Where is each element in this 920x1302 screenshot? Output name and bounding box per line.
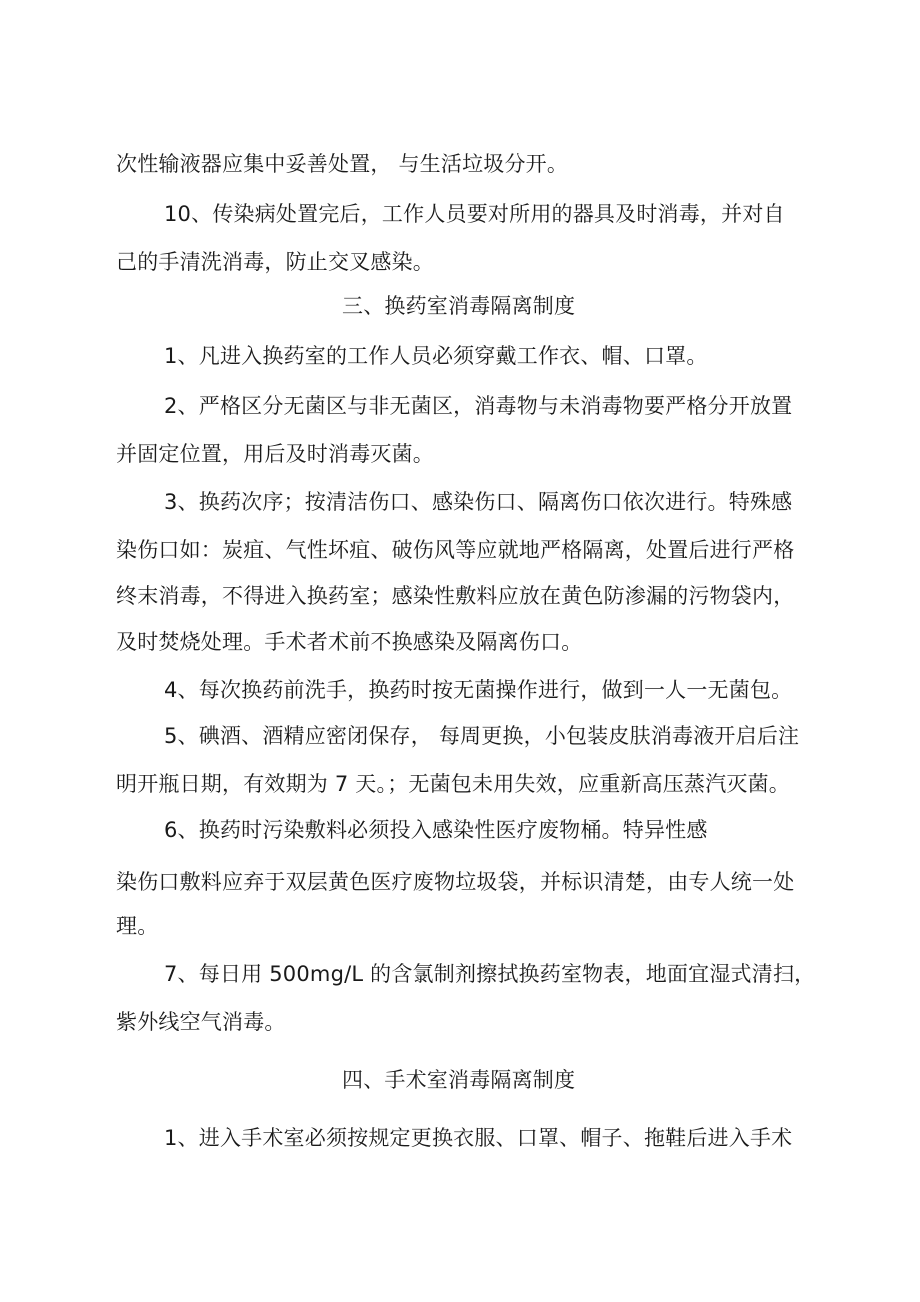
paragraph-line: 理。 [116, 914, 159, 938]
paragraph-line: 1、进入手术室必须按规定更换衣服、口罩、帽子、拖鞋后进入手术 [164, 1126, 793, 1150]
paragraph-line: 次性输液器应集中妥善处置， 与生活垃圾分开。 [116, 152, 569, 176]
paragraph-line: 1、凡进入换药室的工作人员必须穿戴工作衣、帽、口罩。 [164, 344, 708, 368]
paragraph-line: 染伤口如：炭疽、气性坏疽、破伤风等应就地严格隔离，处置后进行严格 [116, 538, 795, 562]
paragraph-line: 6、换药时污染敷料必须投入感染性医疗废物桶。特异性感 [164, 818, 708, 842]
paragraph-line: 3、换药次序；按清洁伤口、感染伤口、隔离伤口依次进行。特殊感 [164, 490, 793, 514]
paragraph-line: 7、每日用 500mg/L 的含氯制剂擦拭换药室物表，地面宜湿式清扫， [164, 962, 816, 986]
paragraph-line: 并固定位置，用后及时消毒灭菌。 [116, 442, 434, 466]
paragraph-line: 明开瓶日期，有效期为 7 天。；无菌包未用失效，应重新高压蒸汽灭菌。 [116, 772, 791, 796]
paragraph-line: 紫外线空气消毒。 [116, 1010, 286, 1034]
paragraph-line: 己的手清洗消毒，防止交叉感染。 [116, 250, 434, 274]
paragraph-line: 2、严格区分无菌区与非无菌区，消毒物与未消毒物要严格分开放置 [164, 394, 793, 418]
section-heading: 三、换药室消毒隔离制度 [342, 294, 576, 318]
paragraph-line: 10、传染病处置完后，工作人员要对所用的器具及时消毒，并对自 [164, 202, 785, 226]
paragraph-line: 4、每次换药前洗手，换药时按无菌操作进行，做到一人一无菌包。 [164, 678, 793, 702]
paragraph-line: 及时焚烧处理。手术者术前不换感染及隔离伤口。 [116, 630, 583, 654]
section-heading: 四、手术室消毒隔离制度 [342, 1068, 576, 1092]
paragraph-line: 5、碘酒、酒精应密闭保存， 每周更换，小包装皮肤消毒液开启后注 [164, 724, 800, 748]
paragraph-line: 染伤口敷料应弃于双层黄色医疗废物垃圾袋，并标识清楚，由专人统一处 [116, 870, 795, 894]
paragraph-line: 终末消毒，不得进入换药室；感染性敷料应放在黄色防渗漏的污物袋内， [116, 584, 795, 608]
